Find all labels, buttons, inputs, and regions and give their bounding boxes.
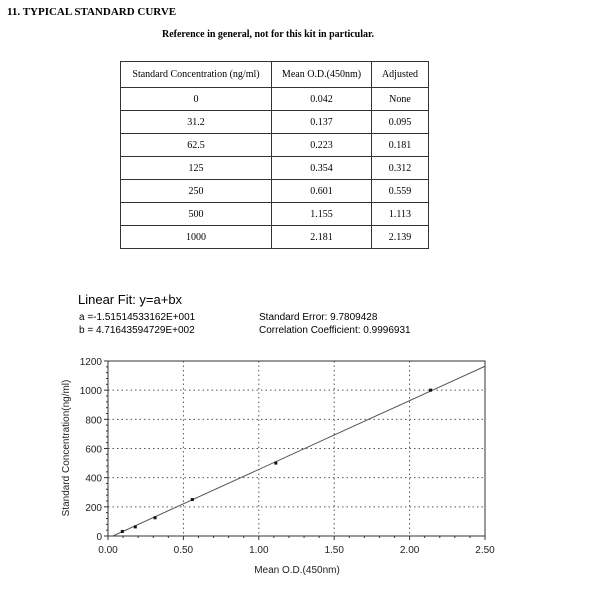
data-point: [134, 525, 137, 528]
y-tick-label: 400: [85, 473, 102, 485]
fit-standard-error: Standard Error: 9.7809428: [259, 312, 378, 323]
cell: 0: [121, 88, 272, 111]
y-tick-label: 1000: [79, 386, 102, 398]
x-tick-label: 0.00: [98, 545, 118, 556]
fit-param-a: a =-1.51514533162E+001: [79, 312, 196, 323]
header-adjusted: Adjusted: [372, 62, 429, 88]
cell: 0.601: [272, 180, 372, 203]
y-tick-label: 200: [85, 502, 102, 514]
cell: 1000: [121, 226, 272, 249]
cell: 1.155: [272, 203, 372, 226]
cell: 2.139: [372, 226, 429, 249]
cell: None: [372, 88, 429, 111]
x-tick-label: 2.00: [399, 545, 420, 556]
x-tick-label: 1.00: [249, 545, 269, 556]
data-point: [429, 389, 432, 392]
header-mean-od: Mean O.D.(450nm): [272, 62, 372, 88]
x-tick-label: 1.50: [324, 545, 344, 556]
x-axis-title: Mean O.D.(450nm): [254, 565, 340, 576]
cell: 62.5: [121, 134, 272, 157]
cell: 31.2: [121, 111, 272, 134]
grid-lines: [108, 361, 485, 536]
cell: 0.042: [272, 88, 372, 111]
fit-title: Linear Fit: y=a+bx: [78, 292, 183, 307]
cell: 1.113: [372, 203, 429, 226]
fit-line: [113, 366, 485, 536]
y-tick-label: 600: [85, 444, 102, 456]
data-point: [154, 516, 157, 519]
section-title: 11. TYPICAL STANDARD CURVE: [7, 6, 177, 18]
y-tick-label: 0: [96, 532, 102, 543]
cell: 0.137: [272, 111, 372, 134]
cell: 0.312: [372, 157, 429, 180]
axis-ticks: [104, 361, 485, 540]
cell: 0.223: [272, 134, 372, 157]
subtitle: Reference in general, not for this kit in particular.: [162, 29, 375, 40]
cell: 0.095: [372, 111, 429, 134]
data-point: [121, 530, 124, 533]
x-tick-labels: [98, 545, 495, 556]
cell: 0.181: [372, 134, 429, 157]
cell: 250: [121, 180, 272, 203]
data-point: [274, 462, 277, 465]
y-tick-label: 1200: [79, 357, 102, 368]
header-concentration: Standard Concentration (ng/ml): [121, 62, 272, 88]
cell: 0.559: [372, 180, 429, 203]
y-tick-label: 800: [85, 415, 102, 427]
cell: 500: [121, 203, 272, 226]
fit-param-b: b = 4.71643594729E+002: [79, 325, 195, 336]
cell: 0.354: [272, 157, 372, 180]
fit-correlation: Correlation Coefficient: 0.9996931: [259, 325, 411, 336]
y-tick-labels: [80, 357, 103, 543]
x-tick-label: 0.50: [173, 545, 194, 556]
data-point: [191, 498, 194, 501]
cell: 2.181: [272, 226, 372, 249]
cell: 125: [121, 157, 272, 180]
y-axis-title: Standard Concentration(ng/ml): [61, 379, 72, 517]
x-tick-label: 2.50: [475, 545, 495, 556]
